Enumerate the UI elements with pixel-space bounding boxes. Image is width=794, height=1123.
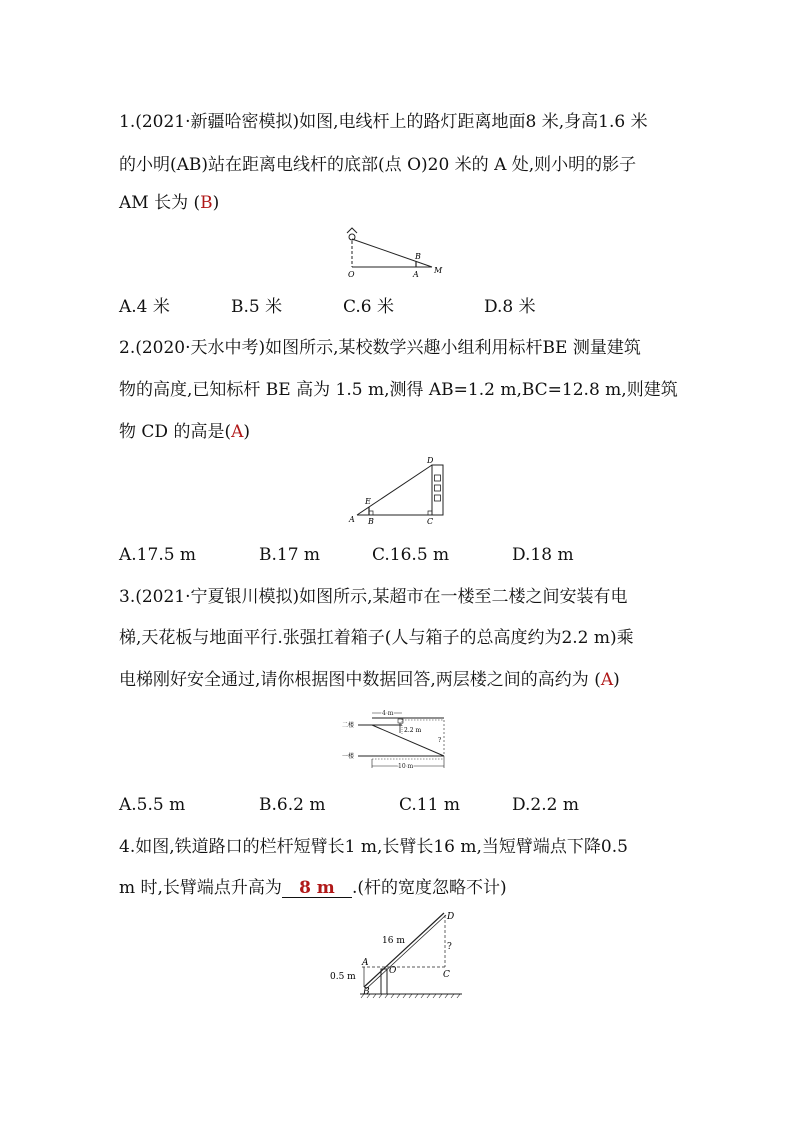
q4-label-0-5m: 0.5 m xyxy=(330,972,356,982)
q2-figure xyxy=(345,455,455,530)
q2-option-a: A.17.5 m xyxy=(119,545,197,565)
q2-option-b: B.17 m xyxy=(259,545,321,565)
q1-option-b: B.5 米 xyxy=(231,297,283,317)
q2-label-E: E xyxy=(365,497,371,506)
q4-label-question: ? xyxy=(447,942,452,952)
q3-label-10m: 10 m xyxy=(398,763,414,770)
q1-option-a: A.4 米 xyxy=(119,297,170,317)
q3-label-floor2: 二楼 xyxy=(342,722,355,729)
q4-answer-blank: 8 m xyxy=(282,879,352,898)
q3-line-2: 梯,天花板与地面平行.张强扛着箱子(人与箱子的总高度约为2.2 m)乘 xyxy=(119,628,634,648)
q4-label-D: D xyxy=(447,912,455,922)
q3-label-2-2m: 2.2 m xyxy=(404,727,422,734)
q1-line-3: AM 长为 (B) xyxy=(119,193,220,213)
q4-label-A: A xyxy=(362,958,369,968)
q1-option-c: C.6 米 xyxy=(343,297,395,317)
q4-line-2: m 时,长臂端点升高为 8 m .(杆的宽度忽略不计) xyxy=(119,878,507,898)
q1-answer: B xyxy=(200,193,213,213)
q3-figure xyxy=(340,708,450,773)
q2-label-A: A xyxy=(349,515,355,524)
q3-label-4m: 4 m xyxy=(382,710,394,717)
q3-line-3: 电梯刚好安全通过,请你根据图中数据回答,两层楼之间的高约为 (A) xyxy=(119,670,620,690)
q3-label-floor1: 一楼 xyxy=(342,753,355,760)
q4-label-O: O xyxy=(389,966,397,976)
q2-label-B: B xyxy=(368,517,374,526)
q1-line-2: 的小明(AB)站在距离电线杆的底部(点 O)20 米的 A 处,则小明的影子 xyxy=(119,155,637,175)
q4-label-16m: 16 m xyxy=(382,936,405,946)
q1-line-1: 1.(2021·新疆哈密模拟)如图,电线杆上的路灯距离地面8 米,身高1.6 米 xyxy=(119,112,648,132)
q3-option-b: B.6.2 m xyxy=(259,795,326,815)
q4-label-B: B xyxy=(363,987,370,997)
q3-line-1: 3.(2021·宁夏银川模拟)如图所示,某超市在一楼至二楼之间安装有电 xyxy=(119,587,628,607)
q1-option-d: D.8 米 xyxy=(484,297,536,317)
q2-line-2: 物的高度,已知标杆 BE 高为 1.5 m,测得 AB=1.2 m,BC=12.8 m,则建筑 xyxy=(119,380,678,400)
q3-option-a: A.5.5 m xyxy=(119,795,186,815)
q4-line-1: 4.如图,铁道路口的栏杆短臂长1 m,长臂长16 m,当短臂端点下降0.5 xyxy=(119,837,628,857)
q4-label-C: C xyxy=(443,970,450,980)
q1-label-O: O xyxy=(348,270,355,279)
q2-option-d: D.18 m xyxy=(512,545,574,565)
q2-option-c: C.16.5 m xyxy=(372,545,450,565)
q3-option-c: C.11 m xyxy=(399,795,460,815)
q2-line-3: 物 CD 的高是(A) xyxy=(119,422,250,442)
q1-label-B: B xyxy=(415,252,421,261)
q2-answer: A xyxy=(231,422,244,442)
q2-line-1: 2.(2020·天水中考)如图所示,某校数学兴趣小组利用标杆BE 测量建筑 xyxy=(119,338,641,358)
q3-option-d: D.2.2 m xyxy=(512,795,579,815)
q1-label-M: M xyxy=(434,266,443,275)
q2-label-D: D xyxy=(427,456,434,465)
q1-label-A: A xyxy=(413,270,419,279)
q2-label-C: C xyxy=(427,517,434,526)
q3-label-question: ? xyxy=(438,737,442,744)
q3-answer: A xyxy=(600,670,614,690)
q1-figure xyxy=(340,225,450,285)
q4-figure xyxy=(330,905,470,1000)
